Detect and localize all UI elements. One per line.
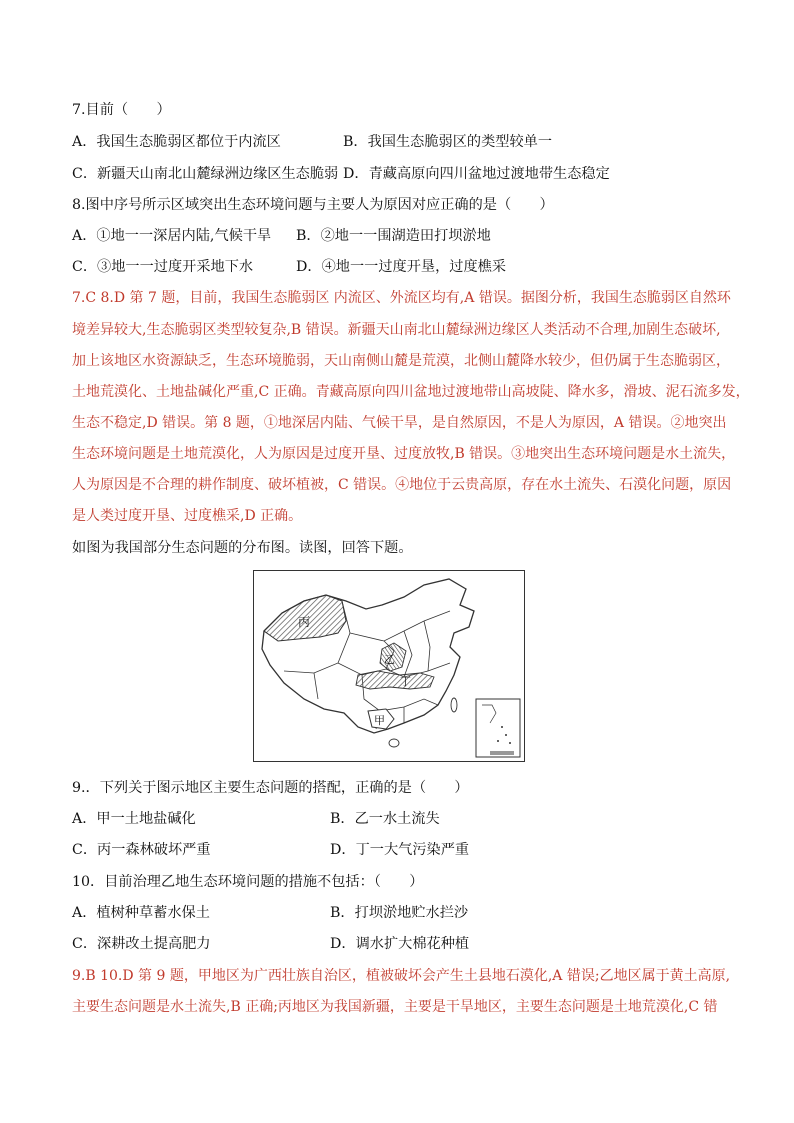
q7-option-c: C．新疆天山南北山麓绿洲边缘区生态脆弱 <box>72 166 339 182</box>
label-ding: 丁 <box>400 675 411 688</box>
q9-option-b: B．乙一水土流失 <box>330 811 440 827</box>
answer-line: 9.B 10.D 第 9 题，甲地区为广西壮族自治区，植被破坏会产生土县地石漠化,A 错误;乙地区属于黄土高原, <box>72 968 731 984</box>
q9-option-a: A．甲一土地盐碱化 <box>72 811 196 827</box>
answer-line: 境差异较大,生态脆弱区类型较复杂,B 错误。新疆天山南北山麓绿洲边缘区人类活动不合理,加剧生态破坏, <box>72 322 721 338</box>
q7-option-b: B．我国生态脆弱区的类型较单一 <box>343 134 553 150</box>
q10-option-d: D．调水扩大棉花种植 <box>330 936 470 952</box>
q8-stem: 8.图中序号所示区域突出生态环境问题与主要人为原因对应正确的是（ ） <box>72 197 554 213</box>
label-jia: 甲 <box>374 714 385 727</box>
answer-line: 是人类过度开垦、过度樵采,D 正确。 <box>72 508 303 524</box>
q10-option-c: C．深耕改土提高肥力 <box>72 936 211 952</box>
label-bing: 丙 <box>298 615 311 629</box>
region-ding <box>356 671 434 689</box>
answer-line: 生态环境问题是土地荒漠化，人为原因是过度开垦、过度放牧,B 错误。③地突出生态环境问题是水土流失， <box>72 446 736 462</box>
q10-option-b: B．打坝淤地贮水拦沙 <box>330 905 469 921</box>
label-yi: 乙 <box>384 653 395 666</box>
south-china-sea-inset <box>476 699 520 757</box>
q10-stem: 10．目前治理乙地生态环境问题的措施不包括：（ ） <box>72 874 424 890</box>
q8-option-b: B．②地一一围湖造田打坝淤地 <box>296 228 491 244</box>
q9-stem: 9.．下列关于图示地区主要生态问题的搭配，正确的是（ ） <box>72 780 469 796</box>
q7-option-a: A．我国生态脆弱区都位于内流区 <box>72 134 281 150</box>
map-intro: 如图为我国部分生态问题的分布图。读图，回答下题。 <box>72 540 413 556</box>
answer-line: 加上该地区水资源缺乏，生态环境脆弱，天山南侧山麓是荒漠，北侧山麓降水较少，但仍属于生态脆弱区， <box>72 353 730 369</box>
answer-line: 7.C 8.D 第 7 题，目前，我国生态脆弱区 内流区、外流区均有,A 错误。据图分析，我国生态脆弱区自然环 <box>72 290 731 306</box>
q10-option-a: A．植树种草蓄水保土 <box>72 905 210 921</box>
q8-option-d: D．④地一一过度开垦，过度樵采 <box>296 259 507 275</box>
china-map-svg <box>254 571 524 761</box>
q7-option-d: D．青藏高原向四川盆地过渡地带生态稳定 <box>343 166 610 182</box>
answer-line: 生态不稳定,D 错误。第 8 题，①地深居内陆、气候干旱，是自然原因，不是人为原因，A 错误。②地突出 <box>72 415 727 431</box>
answer-line: 主要生态问题是水土流失,B 正确;丙地区为我国新疆，主要是干旱地区，主要生态问题是土地荒漠化,C 错 <box>72 999 718 1015</box>
q7-stem: 7.目前（ ） <box>72 102 171 118</box>
china-ecology-map <box>253 570 525 762</box>
answer-line: 土地荒漠化、土地盐碱化严重,C 正确。青藏高原向四川盆地过渡地带山高坡陡、降水多，滑坡、泥石流多发， <box>72 384 750 400</box>
q8-option-c: C．③地一一过度开采地下水 <box>72 259 254 275</box>
china-outline <box>262 579 474 733</box>
q8-option-a: A．①地一一深居内陆,气候干旱 <box>72 228 272 244</box>
q9-option-d: D．丁一大气污染严重 <box>330 842 470 858</box>
answer-line: 人为原因是不合理的耕作制度、破坏植被，C 错误。④地位于云贵高原，存在水土流失、石漠化问题，原因 <box>72 477 732 493</box>
q9-option-c: C．丙一森林破坏严重 <box>72 842 211 858</box>
